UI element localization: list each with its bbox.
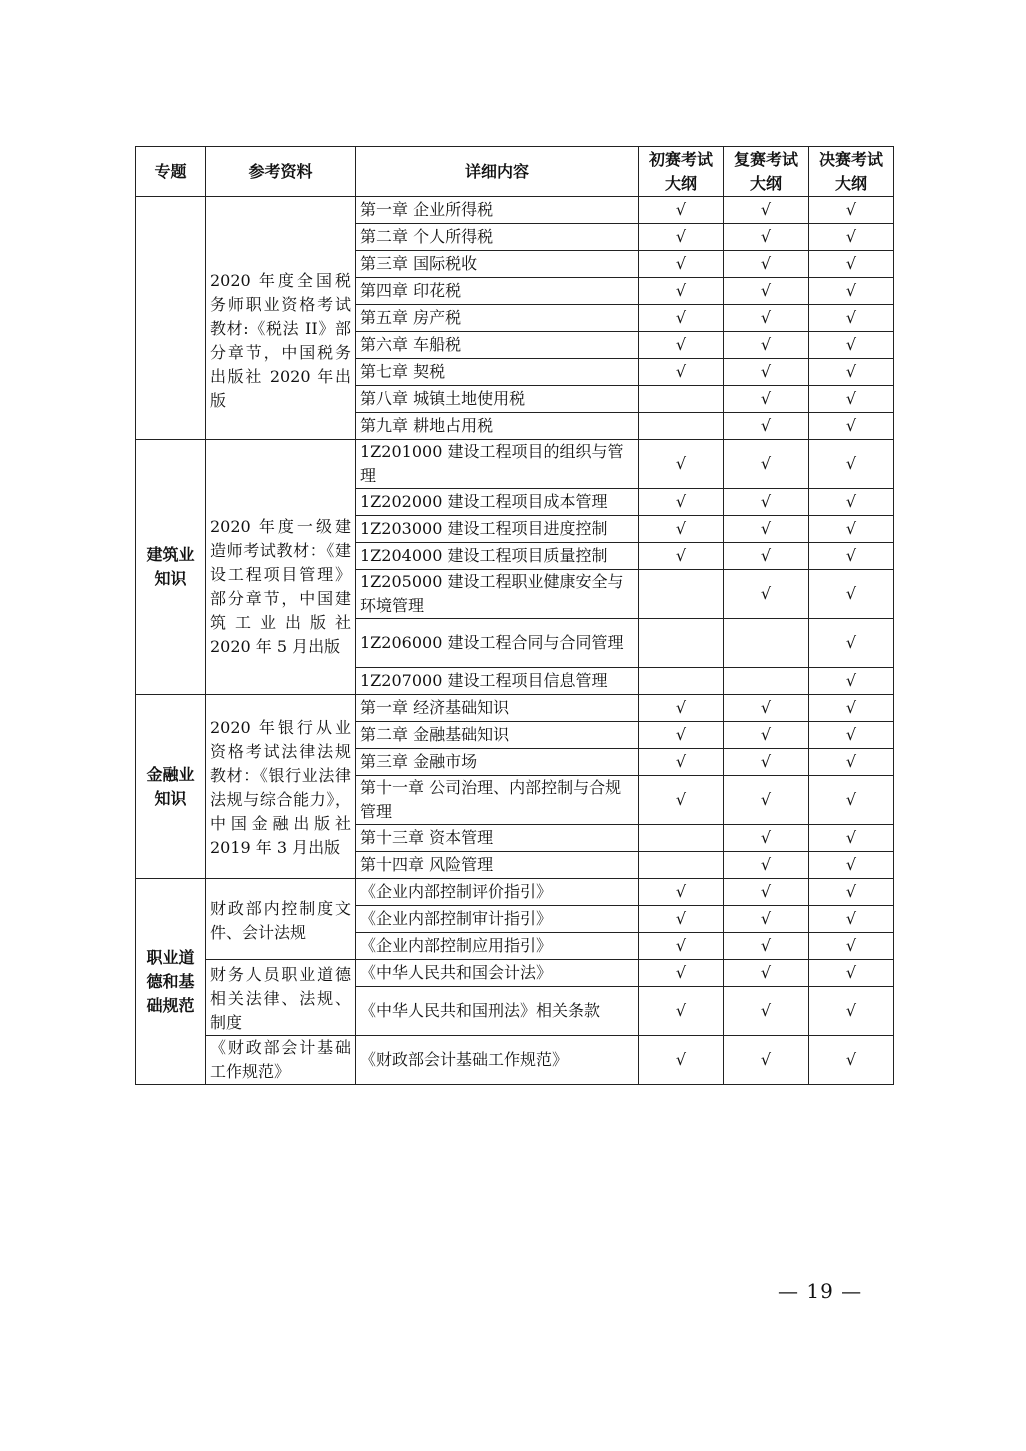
content-cell: 《企业内部控制应用指引》 xyxy=(356,933,639,960)
mark-round1 xyxy=(639,825,724,852)
topic-finance-text: 金融业知识 xyxy=(146,764,195,808)
mark-round3: √ xyxy=(809,489,894,516)
mark-round3: √ xyxy=(809,332,894,359)
mark-round1: √ xyxy=(639,906,724,933)
mark-round1: √ xyxy=(639,278,724,305)
mark-round1: √ xyxy=(639,359,724,386)
content-cell: 第十三章 资本管理 xyxy=(356,825,639,852)
content-cell: 1Z201000 建设工程项目的组织与管理 xyxy=(356,440,639,489)
content-cell: 第五章 房产税 xyxy=(356,305,639,332)
mark-round2: √ xyxy=(724,413,809,440)
mark-round1: √ xyxy=(639,722,724,749)
mark-round2: √ xyxy=(724,570,809,619)
mark-round2: √ xyxy=(724,695,809,722)
topic-ethics-text: 职业道德和基础规范 xyxy=(146,947,195,1015)
mark-round2: √ xyxy=(724,933,809,960)
reference-finance xyxy=(206,695,356,879)
mark-round1: √ xyxy=(639,224,724,251)
mark-round3: √ xyxy=(809,933,894,960)
content-cell: 第八章 城镇土地使用税 xyxy=(356,386,639,413)
mark-round2: √ xyxy=(724,440,809,489)
content-cell: 《中华人民共和国刑法》相关条款 xyxy=(356,987,639,1036)
content-cell: 第十一章 公司治理、内部控制与合规管理 xyxy=(356,776,639,825)
mark-round1: √ xyxy=(639,516,724,543)
mark-round2: √ xyxy=(724,722,809,749)
reference-finance-text: 2020 年银行从业资格考试法律法规教材：《银行业法律法规与综合能力》，中国金融出版社 2019 年 3 月出版 xyxy=(210,717,351,857)
mark-round3: √ xyxy=(809,619,894,668)
content-cell: 第十四章 风险管理 xyxy=(356,852,639,879)
header-round3: 决赛考试大纲 xyxy=(809,147,894,197)
topic-finance xyxy=(136,695,206,879)
content-cell: 第六章 车船税 xyxy=(356,332,639,359)
content-cell: 1Z204000 建设工程项目质量控制 xyxy=(356,543,639,570)
table-row xyxy=(136,440,894,489)
mark-round1: √ xyxy=(639,440,724,489)
table-row xyxy=(136,879,894,906)
mark-round1: √ xyxy=(639,749,724,776)
mark-round3: √ xyxy=(809,749,894,776)
table-row xyxy=(136,197,894,224)
mark-round2: √ xyxy=(724,332,809,359)
mark-round2: √ xyxy=(724,776,809,825)
mark-round1: √ xyxy=(639,305,724,332)
mark-round2: √ xyxy=(724,879,809,906)
mark-round3: √ xyxy=(809,359,894,386)
mark-round3: √ xyxy=(809,1036,894,1085)
content-cell: 1Z205000 建设工程职业健康安全与环境管理 xyxy=(356,570,639,619)
mark-round3: √ xyxy=(809,224,894,251)
mark-round3: √ xyxy=(809,440,894,489)
mark-round3: √ xyxy=(809,413,894,440)
mark-round1: √ xyxy=(639,251,724,278)
mark-round1 xyxy=(639,413,724,440)
mark-round2: √ xyxy=(724,305,809,332)
mark-round2: √ xyxy=(724,516,809,543)
content-cell: 第三章 国际税收 xyxy=(356,251,639,278)
mark-round2: √ xyxy=(724,197,809,224)
table-row xyxy=(136,695,894,722)
mark-round2: √ xyxy=(724,251,809,278)
table-row xyxy=(136,960,894,987)
mark-round2: √ xyxy=(724,749,809,776)
reference-construction-text: 2020 年度一级建造师考试教材：《建设工程项目管理》部分章节，中国建筑工业出版社 2020 年 5 月出版 xyxy=(210,517,351,656)
reference-construction xyxy=(206,440,356,695)
content-cell: 第三章 金融市场 xyxy=(356,749,639,776)
mark-round3: √ xyxy=(809,960,894,987)
content-cell: 1Z202000 建设工程项目成本管理 xyxy=(356,489,639,516)
content-cell: 1Z206000 建设工程合同与合同管理 xyxy=(356,619,639,668)
reference-ethics-b xyxy=(206,960,356,1036)
content-cell: 第二章 个人所得税 xyxy=(356,224,639,251)
mark-round3: √ xyxy=(809,668,894,695)
content-cell: 《企业内部控制审计指引》 xyxy=(356,906,639,933)
topic-construction xyxy=(136,440,206,695)
mark-round1 xyxy=(639,668,724,695)
content-cell: 第一章 企业所得税 xyxy=(356,197,639,224)
reference-ethics-b-text: 财务人员职业道德相关法律、法规、制度 xyxy=(210,964,351,1032)
page-number: — 19 — xyxy=(778,1279,863,1303)
content-cell: 第七章 契税 xyxy=(356,359,639,386)
content-cell: 第二章 金融基础知识 xyxy=(356,722,639,749)
mark-round1: √ xyxy=(639,197,724,224)
mark-round3: √ xyxy=(809,825,894,852)
mark-round3: √ xyxy=(809,543,894,570)
reference-ethics-a xyxy=(206,879,356,960)
header-topic: 专题 xyxy=(136,147,206,197)
content-cell: 第九章 耕地占用税 xyxy=(356,413,639,440)
mark-round3: √ xyxy=(809,516,894,543)
reference-ethics-c: 《财政部会计基础工作规范》 xyxy=(206,1036,356,1085)
mark-round3: √ xyxy=(809,695,894,722)
mark-round2: √ xyxy=(724,1036,809,1085)
content-cell: 1Z203000 建设工程项目进度控制 xyxy=(356,516,639,543)
mark-round1: √ xyxy=(639,1036,724,1085)
mark-round1: √ xyxy=(639,776,724,825)
header-reference: 参考资料 xyxy=(206,147,356,197)
mark-round2: √ xyxy=(724,489,809,516)
mark-round3: √ xyxy=(809,776,894,825)
content-cell: 《中华人民共和国会计法》 xyxy=(356,960,639,987)
topic-tax xyxy=(136,197,206,440)
mark-round1 xyxy=(639,570,724,619)
mark-round2: √ xyxy=(724,224,809,251)
mark-round3: √ xyxy=(809,305,894,332)
mark-round1: √ xyxy=(639,489,724,516)
mark-round3: √ xyxy=(809,251,894,278)
mark-round1 xyxy=(639,619,724,668)
mark-round1: √ xyxy=(639,987,724,1036)
mark-round3: √ xyxy=(809,278,894,305)
mark-round1: √ xyxy=(639,695,724,722)
reference-tax xyxy=(206,197,356,440)
reference-ethics-a-text: 财政部内控制度文件、会计法规 xyxy=(210,898,351,942)
mark-round1 xyxy=(639,386,724,413)
reference-tax-text: 2020 年度全国税务师职业资格考试教材:《税法 II》部分章节，中国税务出版社 2020 年出版 xyxy=(210,271,351,410)
mark-round1 xyxy=(639,852,724,879)
content-cell: 《财政部会计基础工作规范》 xyxy=(356,1036,639,1085)
content-cell: 1Z207000 建设工程项目信息管理 xyxy=(356,668,639,695)
syllabus-table xyxy=(135,146,894,1085)
topic-ethics xyxy=(136,879,206,1085)
topic-construction-text: 建筑业知识 xyxy=(146,545,195,588)
mark-round1: √ xyxy=(639,960,724,987)
header-round1: 初赛考试大纲 xyxy=(639,147,724,197)
content-cell: 《企业内部控制评价指引》 xyxy=(356,879,639,906)
table-header-row xyxy=(136,147,894,197)
mark-round3: √ xyxy=(809,197,894,224)
mark-round2: √ xyxy=(724,852,809,879)
header-round2: 复赛考试大纲 xyxy=(724,147,809,197)
mark-round1: √ xyxy=(639,879,724,906)
mark-round1: √ xyxy=(639,933,724,960)
mark-round2: √ xyxy=(724,386,809,413)
mark-round3: √ xyxy=(809,722,894,749)
mark-round3: √ xyxy=(809,386,894,413)
content-cell: 第四章 印花税 xyxy=(356,278,639,305)
mark-round2 xyxy=(724,668,809,695)
mark-round2: √ xyxy=(724,987,809,1036)
mark-round3: √ xyxy=(809,879,894,906)
mark-round2: √ xyxy=(724,825,809,852)
content-cell: 第一章 经济基础知识 xyxy=(356,695,639,722)
mark-round3: √ xyxy=(809,987,894,1036)
mark-round3: √ xyxy=(809,906,894,933)
mark-round3: √ xyxy=(809,570,894,619)
mark-round3: √ xyxy=(809,852,894,879)
mark-round2: √ xyxy=(724,278,809,305)
mark-round2 xyxy=(724,619,809,668)
mark-round1: √ xyxy=(639,543,724,570)
mark-round2: √ xyxy=(724,906,809,933)
table-row xyxy=(136,1036,894,1085)
mark-round2: √ xyxy=(724,359,809,386)
mark-round2: √ xyxy=(724,960,809,987)
header-content: 详细内容 xyxy=(356,147,639,197)
mark-round2: √ xyxy=(724,543,809,570)
mark-round1: √ xyxy=(639,332,724,359)
